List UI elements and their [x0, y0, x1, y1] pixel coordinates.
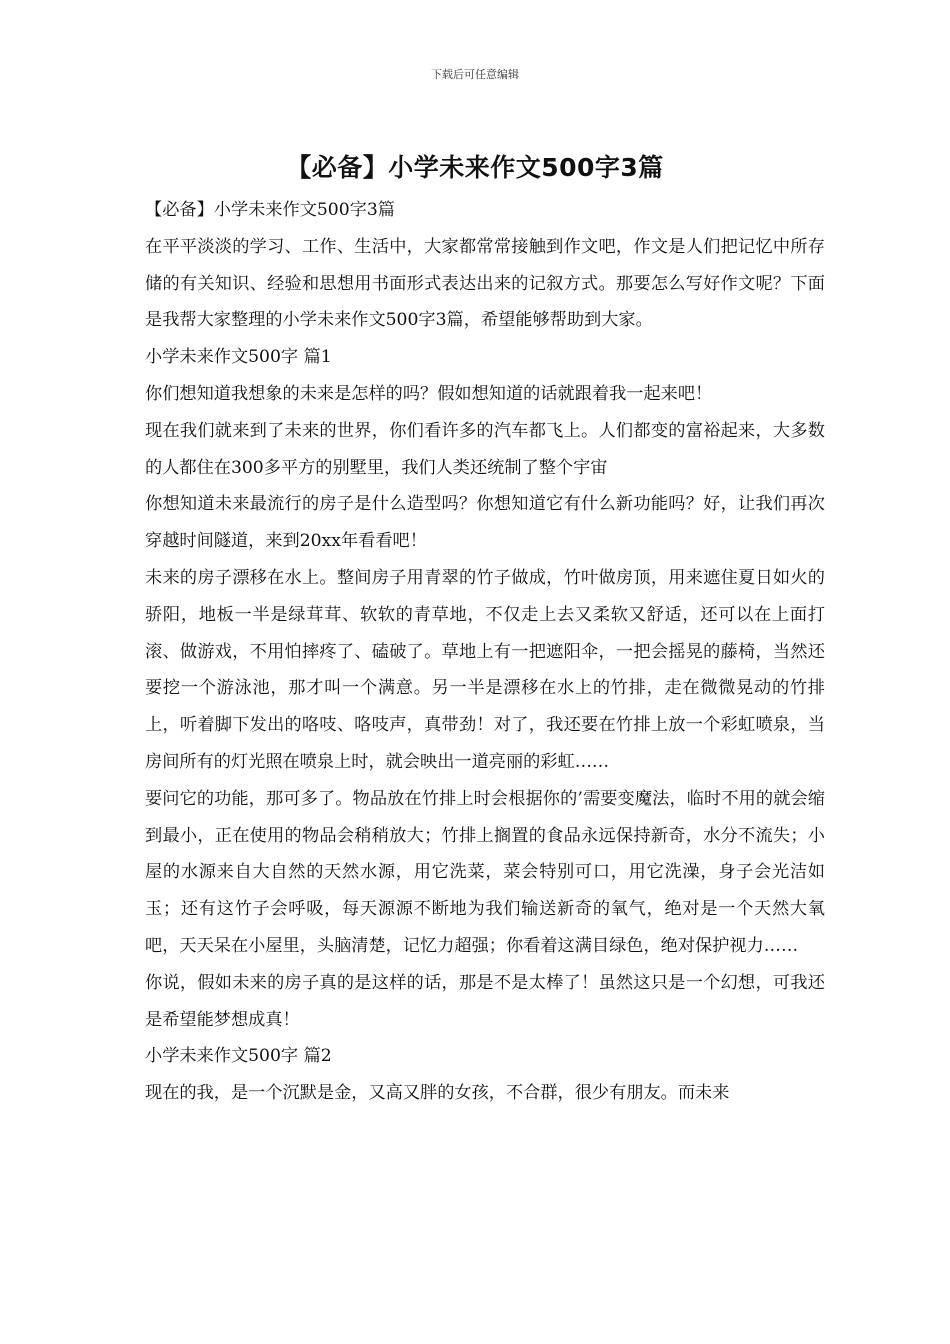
paragraph: 未来的房子漂移在水上。整间房子用青翠的竹子做成，竹叶做房顶，用来遮住夏日如火的骄阳，地板一半是绿茸茸、软软的青草地，不仅走上去又柔软又舒适，还可以在上面打滚、做游戏，不用怕摔疼了、磕破了。草地上有一把遮阳伞，一把会摇晃的藤椅，当然还要挖一个游泳池，那才叫一个满意。另一半是漂移在水上的竹排，走在微微晃动的竹排上，听着脚下发出的咯吱、咯吱声，真带劲！对了，我还要在竹排上放一个彩虹喷泉，当房间所有的灯光照在喷泉上时，就会映出一道亮丽的彩虹…… — [145, 567, 825, 772]
paragraph: 要问它的功能，那可多了。物品放在竹排上时会根据你的’需要变魔法，临时不用的就会缩到最小，正在使用的物品会稍稍放大；竹排上搁置的食品永远保持新奇，水分不流失；小屋的水源来自大自然的天然水源，用它洗菜，菜会特别可口，用它洗澡，身子会光洁如玉；还有这竹子会呼吸，每天源源不断地为我们输送新奇的氧气，绝对是一个天然大氧吧，天天呆在小屋里，头脑清楚，记忆力超强；你看着这满目绿色，绝对保护视力…… — [145, 788, 825, 956]
document-body — [145, 192, 825, 1112]
document-title: 【必备】小学未来作文500字3篇 — [286, 153, 664, 182]
section-heading-1: 小学未来作文500字 篇1 — [145, 347, 332, 368]
subtitle-line: 【必备】小学未来作文500字3篇 — [145, 200, 395, 220]
paragraph: 现在我们就来到了未来的世界，你们看许多的汽车都飞上。人们都变的富裕起来，大多数的人都住在300多平方的别墅里，我们人类还统制了整个宇宙 — [145, 420, 825, 478]
paragraph: 现在的我，是一个沉默是金，又高又胖的女孩，不合群，很少有朋友。而未来 — [145, 1083, 730, 1104]
paragraph: 你说，假如未来的房子真的是这样的话，那是不是太棒了！虽然这只是一个幻想，可我还是希望能梦想成真！ — [145, 972, 825, 1030]
paragraph: 你们想知道我想象的未来是怎样的吗？假如想知道的话就跟着我一起来吧！ — [145, 383, 713, 404]
section-heading-2: 小学未来作文500字 篇2 — [145, 1046, 332, 1067]
intro-paragraph: 在平平淡淡的学习、工作、生活中，大家都常常接触到作文吧，作文是人们把记忆中所存储的有关知识、经验和思想用书面形式表达出来的记叙方式。那要怎么写好作文呢？下面是我帮大家整理的小学未来作文500字3篇，希望能够帮助到大家。 — [145, 236, 825, 331]
header-note: 下载后可任意编辑 — [431, 68, 519, 81]
paragraph: 你想知道未来最流行的房子是什么造型吗？你想知道它有什么新功能吗？好，让我们再次穿越时间隧道，来到20xx年看看吧！ — [145, 494, 825, 552]
